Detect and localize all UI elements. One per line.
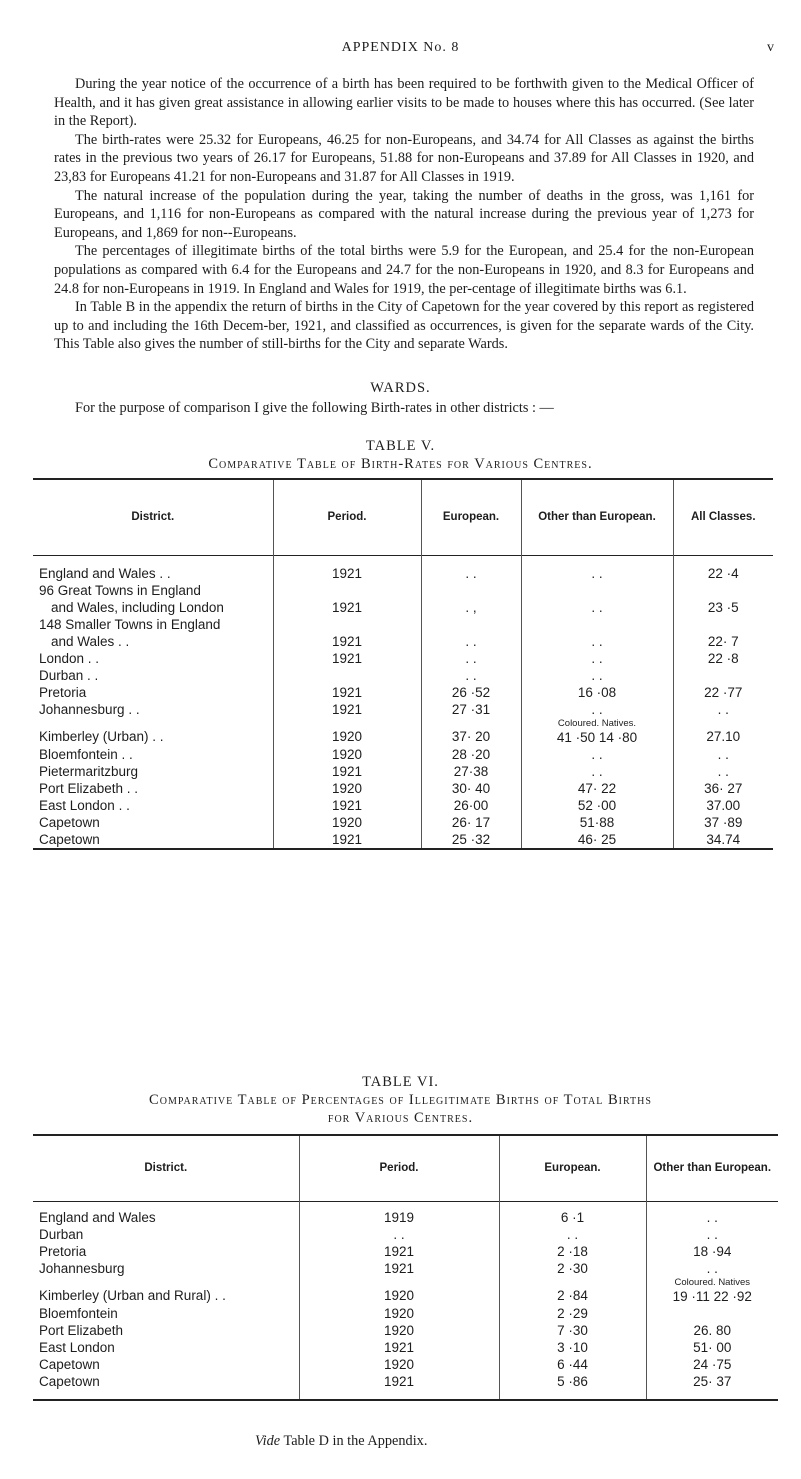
- table-row: Capetown 1921 25 ·32 46· 25 34.74: [33, 831, 773, 849]
- table-row: and Wales . . 1921 . . . . 22· 7: [33, 633, 773, 650]
- col-header-period: Period.: [273, 479, 421, 555]
- paragraph: During the year notice of the occurrence of a birth has been required to be forthwith given to the Medical Officer of Health, and it has given great assistance in allowing earlier visits to be made to houses where this has occurred. (See later in the Report).: [54, 76, 754, 130]
- col-header-period: Period.: [299, 1135, 499, 1201]
- col-header-district: District.: [144, 1161, 188, 1174]
- table-row: Durban . . . . . .: [33, 667, 773, 684]
- table6-body: [33, 1201, 778, 1400]
- table-row: East London 1921 3 ·10 51· 00: [33, 1339, 778, 1356]
- vide-word: Vide: [255, 1433, 281, 1449]
- body-text: [54, 75, 754, 354]
- wards-text: For the purpose of comparison I give the following Birth-rates in other districts : —: [75, 400, 554, 416]
- col-header-district: District.: [131, 510, 175, 523]
- table-row: Pretoria 1921 26 ·52 16 ·08 22 ·77: [33, 684, 773, 701]
- table-5: [33, 478, 773, 850]
- col-header-all: All Classes.: [673, 479, 773, 555]
- table-row: Johannesburg . . 1921 27 ·31 . . . .: [33, 701, 773, 718]
- table-row: Bloemfontein 1920 2 ·29: [33, 1305, 778, 1322]
- col-header-other: Other than European.: [521, 479, 673, 555]
- col-header-european: European.: [499, 1135, 646, 1201]
- table-6: [33, 1134, 778, 1401]
- footer-text: Table D in the Appendix.: [283, 1433, 428, 1449]
- appendix-title: APPENDIX No. 8: [341, 40, 460, 55]
- table-row: Port Elizabeth 1920 7 ·30 26. 80: [33, 1322, 778, 1339]
- table-row: London . . 1921 . . . . 22 ·8: [33, 650, 773, 667]
- table-row: Pietermaritzburg 1921 27·38 . . . .: [33, 763, 773, 780]
- table6-caption-line2: for Various Centres.: [327, 1110, 474, 1126]
- footer-note: [255, 1433, 427, 1450]
- table-row: East London . . 1921 26·00 52 ·00 37.00: [33, 797, 773, 814]
- table-row: Kimberley (Urban and Rural) . . 1920 2 ·84 Coloured. Natives 19 ·11 22 ·92: [33, 1277, 778, 1305]
- page-number: v: [767, 40, 774, 55]
- table-row: Bloemfontein . . 1920 28 ·20 . . . .: [33, 746, 773, 763]
- paragraph: In Table B in the appendix the return of births in the City of Capetown for the year covered by this report as registered up to and including the 16th Decem-ber, 1921, and classified as occurrences, is given for the separate wards of the City. This Table also gives the number of still-births for the City and separate Wards.: [54, 299, 754, 353]
- table5-body: [33, 555, 773, 849]
- table-row: and Wales, including London 1921 . , . . 23 ·5: [33, 599, 773, 616]
- wards-heading: WARDS.: [370, 380, 431, 396]
- coloured-natives-label: Coloured. Natives.: [557, 718, 637, 729]
- coloured-natives-label: Coloured. Natives: [674, 1277, 750, 1288]
- table-row: Capetown 1920 6 ·44 24 ·75: [33, 1356, 778, 1373]
- table6-caption-line1: Comparative Table of Percentages of Illegitimate Births of Total Births: [149, 1092, 652, 1108]
- table-row: Capetown 1920 26· 17 51·88 37 ·89: [33, 814, 773, 831]
- table5-caption: Comparative Table of Birth-Rates for Various Centres.: [208, 456, 593, 472]
- table-row: England and Wales . . 1921 . . . . 22 ·4: [33, 565, 773, 582]
- table6-label: TABLE VI.: [362, 1074, 439, 1090]
- col-header-european: European.: [421, 479, 521, 555]
- table-row: 148 Smaller Towns in England: [33, 616, 773, 633]
- table-row: Capetown 1921 5 ·86 25· 37: [33, 1373, 778, 1390]
- table-row: Durban . . . . . .: [33, 1226, 778, 1243]
- table-row: Port Elizabeth . . 1920 30· 40 47· 22 36· 27: [33, 780, 773, 797]
- table5-label: TABLE V.: [365, 438, 436, 454]
- col-header-other: Other than European.: [646, 1135, 778, 1201]
- paragraph: The birth-rates were 25.32 for Europeans, 46.25 for non-Europeans, and 34.74 for All Classes as against the births rates in the previous two years of 26.17 for Europeans, 51.88 for non-Europeans and 37.89 for All Classes in 1920, and 23,83 for Europeans 41.21 for non-Europeans and 31.87 for All Classes in 1919.: [54, 131, 754, 185]
- table-row: England and Wales 1919 6 ·1 . .: [33, 1209, 778, 1226]
- page-header: [0, 40, 801, 62]
- table-row: Pretoria 1921 2 ·18 18 ·94: [33, 1243, 778, 1260]
- table-row: Johannesburg 1921 2 ·30 . .: [33, 1260, 778, 1277]
- paragraph: The natural increase of the population during the year, taking the number of deaths in the gross, was 1,161 for Europeans, and 1,116 for non-Europeans as compared with the natural increase during the previous year of 1,273 for Europeans, and 1,869 for non--Europeans.: [54, 187, 754, 241]
- paragraph: The percentages of illegitimate births of the total births were 5.9 for the European, and 25.4 for the non-European populations as compared with 6.4 for the Europeans and 24.7 for the non-Europeans in 1920, and 8.3 for Europeans and 24.8 for non-Europeans in 1919. In England and Wales for 1919, the per-centage of illegitimate births was 6.1.: [54, 243, 754, 297]
- table-row: 96 Great Towns in England: [33, 582, 773, 599]
- table-row: Kimberley (Urban) . . 1920 37· 20 Coloured. Natives. 41 ·50 14 ·80 27.10: [33, 718, 773, 746]
